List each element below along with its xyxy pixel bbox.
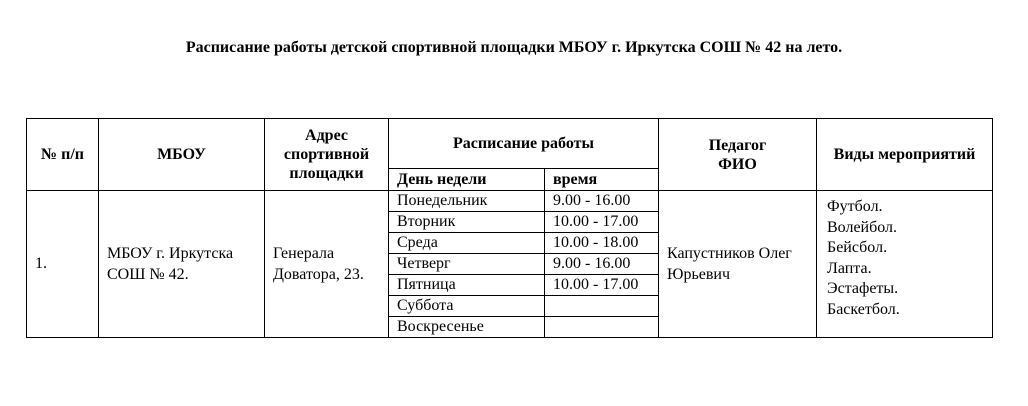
header-school xyxy=(99,119,265,191)
schedule-table xyxy=(26,118,993,338)
activity-item: Лапта. xyxy=(827,259,872,277)
time-cell xyxy=(545,317,659,338)
row-school-line: МБОУ г. Иркутска xyxy=(107,245,234,262)
document-title: Расписание работы детской спортивной площадки МБОУ г. Иркутска СОШ № 42 на лето. xyxy=(185,39,843,56)
time-cell: 9.00 - 16.00 xyxy=(545,191,659,212)
row-school xyxy=(99,191,265,338)
row-school-line: СОШ № 42. xyxy=(107,266,189,283)
row-teacher-line: Юрьевич xyxy=(667,266,731,283)
header-school-label: МБОУ xyxy=(157,146,206,163)
header-teacher-line: Педагог xyxy=(708,136,767,154)
header-num-label: № п/п xyxy=(41,146,84,163)
header-activities xyxy=(817,119,993,191)
day-cell: Суббота xyxy=(389,296,545,317)
header-row xyxy=(27,119,993,169)
header-num xyxy=(27,119,99,191)
row-num: 1. xyxy=(27,191,99,338)
time-cell: 10.00 - 18.00 xyxy=(545,233,659,254)
header-address xyxy=(265,119,389,191)
header-teacher xyxy=(659,119,817,191)
activity-item: Баскетбол. xyxy=(827,300,900,318)
header-address-line: Адрес xyxy=(305,127,348,144)
row-address xyxy=(265,191,389,338)
header-time: время xyxy=(545,169,659,191)
header-schedule-label: Расписание работы xyxy=(453,135,594,152)
header-address-line: площадки xyxy=(289,165,364,182)
row-address-line: Доватора, 23. xyxy=(273,266,364,283)
time-cell xyxy=(545,296,659,317)
header-activities-label: Виды мероприятий xyxy=(833,146,976,163)
day-cell: Воскресенье xyxy=(389,317,545,338)
activity-item: Эстафеты. xyxy=(827,280,899,297)
table-row xyxy=(27,191,993,212)
time-cell: 9.00 - 16.00 xyxy=(545,254,659,275)
activity-item: Волейбол. xyxy=(827,218,898,236)
row-address-line: Генерала xyxy=(273,245,335,262)
day-cell: Понедельник xyxy=(389,191,545,212)
header-day: День недели xyxy=(389,169,545,191)
row-activities xyxy=(817,191,993,338)
header-address-line: спортивной xyxy=(283,146,370,163)
day-cell: Вторник xyxy=(389,212,545,233)
day-cell: Пятница xyxy=(389,275,545,296)
row-teacher xyxy=(659,191,817,338)
day-cell: Среда xyxy=(389,233,545,254)
row-teacher-line: Капустников Олег xyxy=(667,245,792,262)
time-cell: 10.00 - 17.00 xyxy=(545,212,659,233)
activity-item: Бейсбол. xyxy=(827,239,888,256)
activity-item: Футбол. xyxy=(827,198,883,215)
time-cell: 10.00 - 17.00 xyxy=(545,275,659,296)
header-teacher-line: ФИО xyxy=(718,155,757,173)
day-cell: Четверг xyxy=(389,254,545,275)
header-schedule xyxy=(389,119,659,169)
